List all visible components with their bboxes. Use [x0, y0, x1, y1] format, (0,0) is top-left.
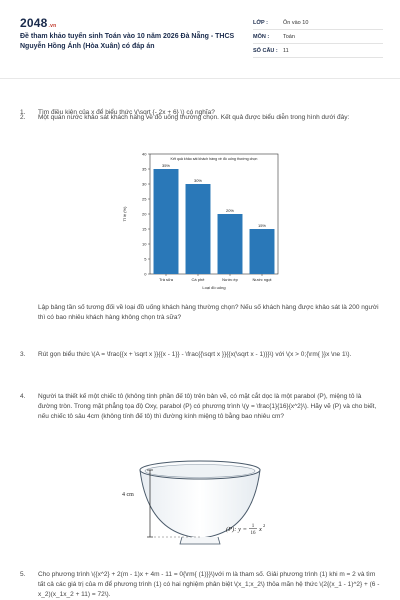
- bar: [186, 184, 211, 274]
- question-5: [20, 570, 380, 600]
- bar: [250, 229, 275, 274]
- bowl-inner-rim: [145, 465, 255, 478]
- bowl-base: [180, 537, 220, 544]
- bar-value-label: 35%: [161, 163, 171, 168]
- y-tick-label: 15: [142, 226, 147, 232]
- parabola-equation-prefix: (P): y =: [226, 526, 247, 533]
- meta-value: 11: [283, 47, 289, 54]
- meta-value: Ôn vào 10: [283, 19, 309, 26]
- meta-question-count: [253, 44, 383, 58]
- x-tick-label: Nước ngọt: [252, 277, 272, 282]
- y-tick-label: 20: [142, 211, 147, 217]
- question-2: [20, 113, 380, 123]
- question-text: Lập bảng tần số tương đối về loại đồ uống khách hàng thường chọn? Nếu số khách hàng được khảo sát là 200 người thì có bao nhiêu khách hàng không chọn trà sữa?: [38, 304, 379, 321]
- question-number: 3.: [20, 351, 26, 358]
- equation-exponent: 2: [263, 523, 266, 528]
- question-text: Người ta thiết kế một chiếc tô (không tính phần đế tô) trên bản vẽ, có mặt cắt dọc là một parabol (P), miệng tô là đường tròn. Trong mặt phẳng tọa độ Oxy, parabol (P) có phương trình \(y = \frac{1}{16}{x^2}\). Hãy vẽ (P) và cho biết, nếu chiếc tô sâu 4cm (không tính đế tô) thì đường kính miệng tô bằng bao nhiêu cm?: [38, 393, 377, 420]
- y-tick-label: 0: [144, 271, 147, 277]
- meta-label: SỐ CÂU :: [253, 47, 278, 54]
- question-text: Một quán nước khảo sát khách hàng về đồ uống thường chọn. Kết quả được biểu diễn trong hình dưới đây:: [38, 114, 350, 121]
- bar-value-label: 15%: [257, 223, 267, 228]
- equation-variable: x: [259, 526, 262, 533]
- meta-label: LỚP :: [253, 19, 268, 26]
- x-tick-label: Trà sữa: [159, 277, 173, 282]
- y-axis-label: Tỉ lệ (%): [122, 206, 127, 222]
- site-logo[interactable]: 2048.vn: [20, 16, 57, 30]
- bar-value-label: 20%: [225, 208, 235, 213]
- question-2-continued: [20, 303, 380, 323]
- bar: [218, 214, 243, 274]
- depth-label: 4 cm: [122, 492, 134, 498]
- question-number: 2.: [20, 114, 26, 121]
- question-number: 4.: [20, 393, 26, 400]
- bowl-figure: [118, 456, 283, 550]
- y-tick-label: 40: [142, 151, 147, 157]
- header-divider: [0, 78, 400, 79]
- y-tick-label: 30: [142, 181, 147, 187]
- bowl-drawing: [118, 456, 283, 550]
- y-tick-label: 5: [144, 256, 147, 262]
- drink-survey-chart: [116, 148, 286, 300]
- y-tick-label: 10: [142, 241, 147, 247]
- question-3: [20, 350, 380, 360]
- document-meta: [253, 16, 383, 58]
- question-text: Cho phương trình \({x^2} + 2(m - 1)x + 4m - 11 = 0{\rm{ (1)}}\)với m là tham số. Giải phương trình (1) khi m = 2 và tìm tất cả các giá trị của m để phương trình (1) có hai nghiệm phân biệt \(x_1;x_2\) thỏa mãn hệ thức \(2{(x_1 - 1)^2} + (6 - x_2)(x_1x_2 + 11) = 72\).: [38, 571, 380, 598]
- y-tick-label: 25: [142, 196, 147, 202]
- question-text: Tìm điều kiện của x để biểu thức \(\sqrt {- 2x + 6} \) có nghĩa?: [38, 109, 215, 116]
- meta-label: MÔN :: [253, 33, 270, 40]
- y-tick-label: 35: [142, 166, 147, 172]
- question-number: 5.: [20, 571, 26, 578]
- x-tick-label: Cà phê: [191, 277, 205, 282]
- question-number: 1.: [20, 109, 26, 116]
- chart-title: Kết quả khảo sát khách hàng về đồ uống thường chọn: [170, 157, 258, 161]
- bar-value-label: 30%: [193, 178, 203, 183]
- document-title: Đề tham khảo tuyển sinh Toán vào 10 năm 2026 Đà Nẵng - THCS Nguyễn Hồng Ánh (Hòa Xuân) có đáp án: [20, 33, 235, 50]
- bar: [154, 169, 179, 274]
- meta-class: [253, 16, 383, 30]
- fraction-numerator: 1: [251, 524, 255, 529]
- x-axis-label: Loại đồ uống: [202, 285, 226, 290]
- fraction-denominator: 16: [250, 531, 256, 536]
- x-tick-label: Nước ép: [222, 277, 238, 282]
- meta-subject: [253, 30, 383, 44]
- meta-value: Toán: [283, 33, 295, 40]
- question-text: Rút gọn biểu thức \(A = \frac{{x + \sqrt x }}{{x - 1}} - \frac{{\sqrt x }}{{x(\sqrt x - 1)}}\) với \(x > 0;{\rm{ }}x \ne 1\).: [38, 351, 352, 358]
- bar-chart-svg: [116, 148, 286, 300]
- question-4: [20, 392, 380, 422]
